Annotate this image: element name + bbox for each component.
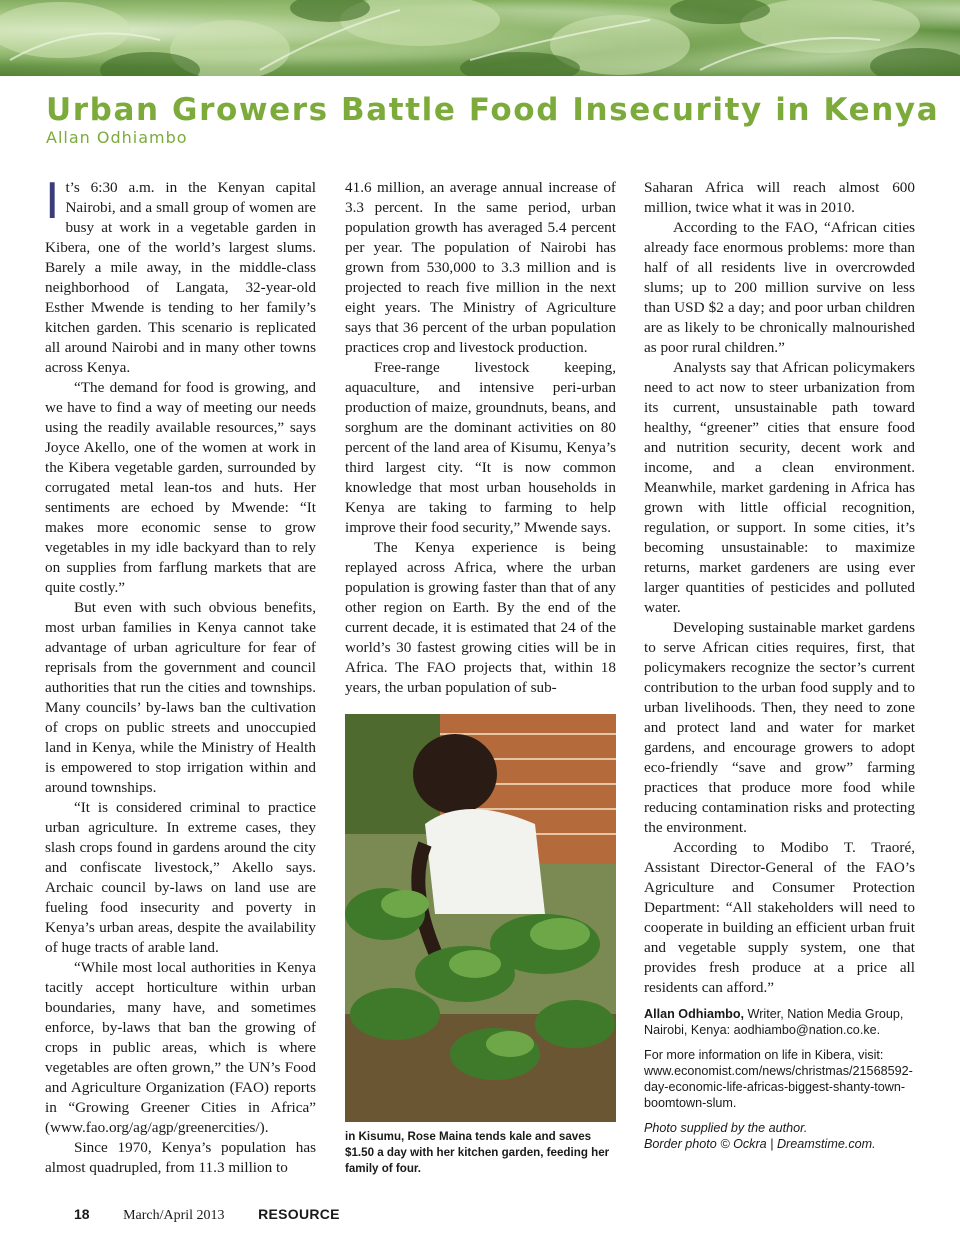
- kale-leaves-banner: [0, 0, 960, 76]
- paragraph: Analysts say that African policymakers need to act now to steer urbanization from its current, unsustainable path toward healthy, “greener” cities that ensure food and nutrition security, decent work and income, and a clean environment. Meanwhile, market gardening in Africa has grown with little official recognition, regulation, or support. In some cities, it’s becoming unsustainable: to maximize returns, market gardeners are using ever larger quantities of pesticides and polluted water.: [644, 359, 915, 616]
- paragraph: According to Modibo T. Traoré, Assistant Director-General of the FAO’s Agriculture and Consumer Protection Department: “All stakeholders will need to cooperate in building an efficient urban fruit and vegetable supply system, one that provides fresh produce at a price all residents can afford.”: [644, 839, 915, 996]
- drop-cap: I: [45, 172, 60, 230]
- photo-caption: in Kisumu, Rose Maina tends kale and saves $1.50 a day with her kitchen garden, feeding her family of four.: [345, 1130, 610, 1175]
- paragraph: The Kenya experience is being replayed across Africa, where the urban population is growing faster than that of any other region on Earth. By the end of the current decade, it is estimated that 24 of the world’s 30 fastest growing cities will be in Africa. The FAO projects that, within 18 years, the urban population of sub-: [345, 539, 616, 696]
- paragraph: According to the FAO, “African cities already face enormous problems: more than half of all residents live in overcrowded slums; up to 200 million survive on less than USD $2 a day; and poor urban children are as likely to be chronically malnourished as poor rural children.”: [644, 219, 915, 356]
- column-2: [345, 178, 616, 698]
- paragraph: 41.6 million, an average annual increase of 3.3 percent. In the same period, urban population growth has averaged 5.4 percent per year. The population of Nairobi has grown from 530,000 to 3.3 million and is projected to reach five million in the next eight years. The Ministry of Agriculture says that 36 percent of the urban population practices crop and livestock production.: [345, 179, 616, 356]
- paragraph: “While most local authorities in Kenya tacitly accept horticulture within urban boundaries, many have, and sometimes enforce, by-laws that ban the growing of crops in public areas, which is where vegetables are often grown,” the UN’s Food and Agriculture Organization (FAO) reports in “Growing Greener Cities in Africa” (www.fao.org/ag/agp/greenercities/).: [45, 959, 316, 1136]
- column-1: [45, 172, 316, 1178]
- page-number: 18: [74, 1206, 90, 1222]
- article-credits: [644, 1006, 919, 1161]
- page-footer: [74, 1206, 340, 1224]
- paragraph: Free-range livestock keeping, aquaculture, and intensive peri-urban production of maize, groundnuts, beans, and sorghum are the dominant activities on 80 percent of the land area of Kisumu, Kenya’s third largest city. “It is now common knowledge that most urban households in Kenya are taking to farming to help improve their food security,” Mwende says.: [345, 359, 616, 536]
- article-author: Allan Odhiambo: [46, 128, 188, 147]
- paragraph: It’s 6:30 a.m. in the Kenyan capital Nairobi, and a small group of women are busy at work in a vegetable garden in Kibera, one of the world’s largest slums. Barely a mile away, in the middle-class neighborhood of Langata, 32-year-old Esther Mwende is tending to her family’s kitchen garden. This scenario is replicated all around Nairobi and in many other towns across Kenya.: [45, 172, 316, 376]
- author-bio: [644, 1006, 919, 1038]
- issue-date: March/April 2013: [123, 1208, 225, 1223]
- author-bio-name: Allan Odhiambo,: [644, 1007, 745, 1021]
- paragraph: “The demand for food is growing, and we have to find a way of meeting our needs using the readily available resources,” says Joyce Akello, one of the women at work in the Kibera vegetable garden, surrounded by corrugated metal lean-tos and huts. Her sentiments are echoed by Mwende: “It makes more economic sense to grow vegetables in my idle backyard than to rely on supplies from farflung markets that are quite costly.”: [45, 379, 316, 596]
- garden-photo: [345, 714, 616, 1122]
- paragraph: Developing sustainable market gardens to serve African cities requires, first, that policymakers recognize the sector’s current contribution to the urban food supply and to urban livelihoods. Then, they need to zone and protect land and water for market gardens, and encourage growers to adopt eco-friendly “save and grow” farming practices that produce more food while reducing contamination risks and protecting the environment.: [644, 619, 915, 836]
- magazine-name: RESOURCE: [258, 1206, 340, 1222]
- author-bio-text: Writer, Nation Media Group, Nairobi, Kenya: aodhiambo@nation.co.ke.: [644, 1007, 904, 1037]
- column-3: [644, 178, 915, 998]
- article-title: Urban Growers Battle Food Insecurity in Kenya: [46, 92, 940, 128]
- paragraph: But even with such obvious benefits, most urban families in Kenya cannot take advantage of urban agriculture for fear of reprisals from the government and council authorities that run the cities and townships. Many councils’ by-laws ban the cultivation of crops on public streets and unoccupied land in Kenya, while the Ministry of Health is empowered to stop irrigation within and around townships.: [45, 599, 316, 796]
- paragraph: “It is considered criminal to practice urban agriculture. In extreme cases, they slash crops found in gardens around the city and confiscate livestock,” Akello says. Archaic council by-laws on land use are fueling food insecurity and poverty in Kenya’s urban areas, despite the availability of huge tracts of arable land.: [45, 799, 316, 956]
- paragraph: Saharan Africa will reach almost 600 million, twice what it was in 2010.: [644, 179, 915, 216]
- paragraph: Since 1970, Kenya’s population has almost quadrupled, from 11.3 million to: [45, 1139, 316, 1176]
- more-info: For more information on life in Kibera, visit: www.economist.com/news/christmas/21568592-day-economic-life-africas-biggest-shanty-town-boomtown-slum.: [644, 1048, 913, 1110]
- photo-credit-author: Photo supplied by the author.: [644, 1121, 808, 1135]
- photo-credit-border: Border photo © Ockra | Dreamstime.com.: [644, 1137, 876, 1151]
